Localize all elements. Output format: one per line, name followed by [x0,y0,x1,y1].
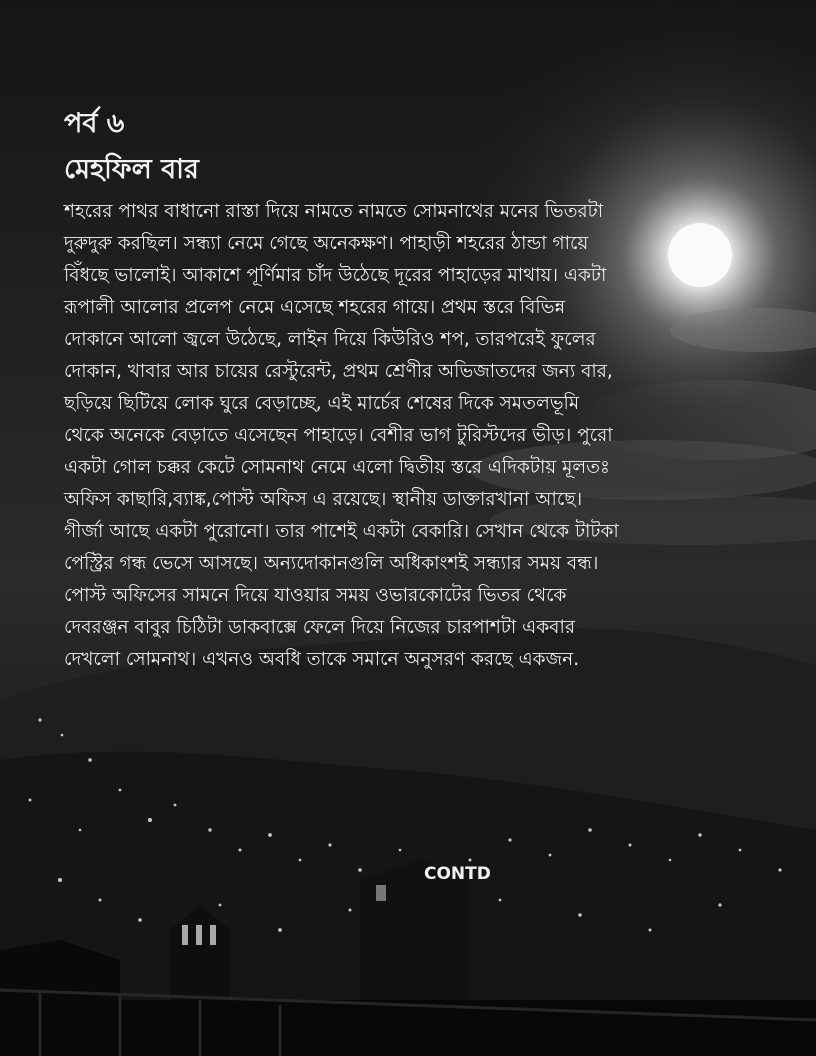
chapter-page [64,104,624,676]
continued-label: CONTD [424,864,491,884]
episode-heading: পর্ব ৬ [64,108,125,139]
chapter-body: শহরের পাথর বাধানো রাস্তা দিয়ে নামতে নামতে সোমনাথের মনের ভিতরটা দুরুদুরু করছিল। সন্ধ্যা নেমে গেছে অনেকক্ষণ। পাহাড়ী শহরের ঠান্ডা গায়ে বিঁধছে ভালোই। আকাশে পূর্ণিমার চাঁদ উঠেছে দূরের পাহাড়ের মাথায়। একটা রূপালী আলোর প্রলেপ নেমে এসেছে শহরের গায়ে। প্রথম স্তরে বিভিন্ন দোকানে আলো জ্বলে উঠেছে, লাইন দিয়ে কিউরিও শপ, তারপরেই ফুলের দোকান, খাবার আর চায়ের রেস্টুরেন্ট, প্রথম শ্রেণীর অভিজাতদের জন্য বার, ছড়িয়ে ছিটিয়ে লোক ঘুরে বেড়াচ্ছে, এই মার্চের শেষের দিকে সমতলভূমি থেকে অনেকে বেড়াতে এসেছেন পাহাড়ে। বেশীর ভাগ টুরিস্টদের ভীড়। পুরো একটা গোল চক্কর কেটে সোমনাথ নেমে এলো দ্বিতীয় স্তরে এদিকটায় মূলতঃ অফিস কাছারি,ব্যাঙ্ক,পোস্ট অফিস এ রয়েছে। স্থানীয় ডাক্তারখানা আছে। গীর্জা আছে একটা পুরোনো। তার পাশেই একটা বেকারি। সেখান থেকে টাটকা পেস্ট্রির গন্ধ ভেসে আসছে। অন্যদোকানগুলি অধিকাংশই সন্ধ্যার সময় বন্ধ। পোস্ট অফিসের সামনে দিয়ে যাওয়ার সময় ওভারকোটের ভিতর থেকে দেবরঞ্জন বাবুর চিঠিটা ডাকবাক্সে ফেলে দিয়ে নিজের চারপাশটা একবার দেখলো সোমনাথ। এখনও অবধি তাকে সমানে অনুসরণ করছে একজন. [64,201,619,670]
chapter-title: মেহফিল বার [64,154,199,185]
moon-icon [668,223,732,287]
